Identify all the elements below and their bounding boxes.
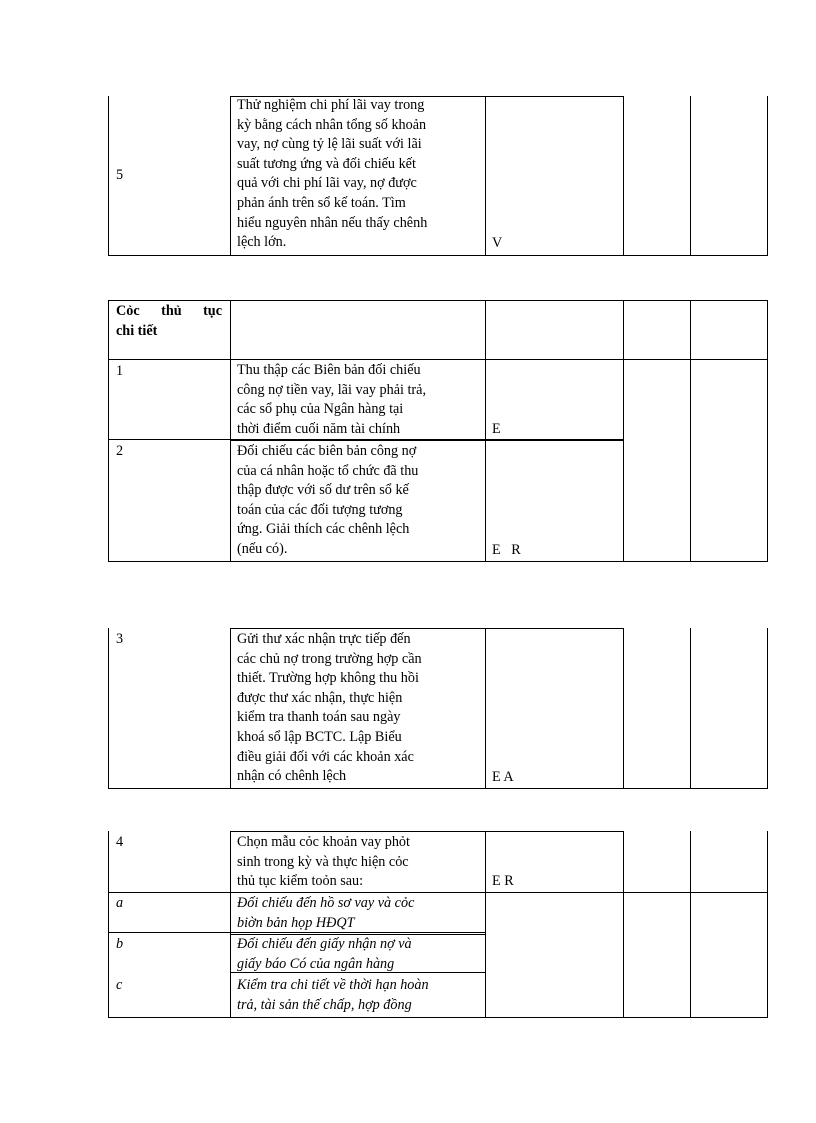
t2-hline-top xyxy=(108,300,768,301)
t4-hline-row4-bottom xyxy=(108,892,768,893)
t3-vline-c2 xyxy=(230,628,231,789)
text-line: chi tiết xyxy=(116,322,158,339)
text-line: hiểu nguyên nhân nếu thấy chênh xyxy=(237,214,428,231)
row3-assertion: E A xyxy=(492,769,514,785)
row2-assertion: E R xyxy=(492,542,521,558)
row4b-label: b xyxy=(116,936,124,952)
text-line: thiết. Trường hợp không thu hồi xyxy=(237,670,419,687)
text-line: Thu thập các Biên bản đối chiếu xyxy=(237,362,421,378)
row3-procedure xyxy=(237,630,478,787)
t3-vline-c5 xyxy=(690,628,691,789)
t2-vline-right xyxy=(767,300,768,562)
text-line: Kiểm tra chi tiết về thời hạn hoàn xyxy=(237,977,429,993)
text-line: kỳ bằng cách nhân tổng số khoản xyxy=(237,116,427,133)
row4b-procedure xyxy=(237,935,478,974)
text-line: Gửi thư xác nhận trực tiếp đến xyxy=(237,631,411,647)
section-header xyxy=(116,302,222,341)
text-line: nhận có chênh lệch xyxy=(237,768,347,785)
t1-vline-c2 xyxy=(230,96,231,256)
t2-vline-left xyxy=(108,300,109,562)
text-line: các sổ phụ của Ngân hàng tại xyxy=(237,401,404,418)
row1-procedure xyxy=(237,361,478,439)
t4-vline-c2 xyxy=(230,831,231,1018)
text-line: các chủ nợ trong trường hợp cần xyxy=(237,650,422,667)
t2-vline-c5 xyxy=(690,300,691,562)
text-line: (nếu có). xyxy=(237,540,288,557)
text-line: của cá nhân hoặc tổ chức đã thu xyxy=(237,462,419,479)
t4-vline-c4 xyxy=(623,831,624,1018)
text-line: Cỏc thủ tục xyxy=(116,303,222,319)
t1-vline-c4 xyxy=(623,96,624,256)
text-line: thời điểm cuối năm tài chính xyxy=(237,420,401,437)
t3-vline-c3 xyxy=(485,628,486,789)
text-line: công nợ tiền vay, lãi vay phải trả, xyxy=(237,381,426,398)
text-line: thập được với số dư trên sổ kế xyxy=(237,482,409,499)
text-line: vay, nợ cùng tỷ lệ lãi suất với lãi xyxy=(237,136,422,153)
text-line: được thư xác nhận, thực hiện xyxy=(237,689,403,706)
row1-number: 1 xyxy=(116,363,124,379)
row5-assertion: V xyxy=(492,235,503,251)
text-line: kiểm tra thanh toán sau ngày xyxy=(237,709,401,726)
row4-procedure xyxy=(237,833,478,892)
t2-vline-c2 xyxy=(230,300,231,562)
text-line: Đối chiếu đến giấy nhận nợ và xyxy=(237,936,412,952)
text-line: điều giải đối với các khoản xác xyxy=(237,748,414,765)
t2-hline-header-bottom xyxy=(108,359,768,360)
t4-vline-left xyxy=(108,831,109,1018)
row2-number: 2 xyxy=(116,443,124,459)
t2-hline-row1-bottom-b xyxy=(230,440,623,441)
text-line: quả với chi phí lãi vay, nợ được xyxy=(237,175,417,192)
t2-hline-bottom xyxy=(108,561,768,562)
row4c-procedure xyxy=(237,976,478,1015)
text-line: thủ tục kiểm toỏn sau: xyxy=(237,873,364,890)
t3-vline-right xyxy=(767,628,768,789)
text-line: Đối chiếu các biên bản công nợ xyxy=(237,443,417,459)
text-line: biờn bản họp HĐQT xyxy=(237,914,355,931)
t1-vline-left xyxy=(108,96,109,256)
text-line: suất tương ứng và đối chiếu kết xyxy=(237,155,416,172)
row2-procedure xyxy=(237,442,478,560)
t4-vline-right xyxy=(767,831,768,1018)
t4-hline-bottom xyxy=(108,1017,768,1018)
text-line: trả, tài sản thế chấp, hợp đồng xyxy=(237,996,412,1013)
text-line: khoá sổ lập BCTC. Lập Biểu xyxy=(237,728,402,745)
t4-vline-c5 xyxy=(690,831,691,1018)
row4-assertion: E R xyxy=(492,873,514,889)
t4-vline-c3 xyxy=(485,831,486,1018)
row3-number: 3 xyxy=(116,631,124,647)
text-line: ứng. Giải thích các chênh lệch xyxy=(237,521,410,538)
row4c-label: c xyxy=(116,977,123,993)
t1-vline-c5 xyxy=(690,96,691,256)
t1-vline-right xyxy=(767,96,768,256)
t3-vline-left xyxy=(108,628,109,789)
t2-vline-c3 xyxy=(485,300,486,562)
row4a-label: a xyxy=(116,895,124,911)
text-line: Đối chiếu đến hồ sơ vay và cỏc xyxy=(237,895,415,911)
row5-procedure xyxy=(237,96,478,253)
t4-hline-top xyxy=(230,831,624,832)
text-line: giấy báo Có của ngân hàng xyxy=(237,955,395,972)
text-line: Thử nghiệm chi phí lãi vay trong xyxy=(237,97,425,113)
text-line: phản ánh trên sổ kế toán. Tìm xyxy=(237,194,406,211)
t3-vline-c4 xyxy=(623,628,624,789)
t3-hline-top xyxy=(230,628,624,629)
row4a-procedure xyxy=(237,894,478,933)
t1-vline-c3 xyxy=(485,96,486,256)
text-line: lệch lớn. xyxy=(237,234,287,251)
t1-hline-bottom xyxy=(108,255,768,256)
row5-number: 5 xyxy=(116,167,124,183)
t2-vline-c4 xyxy=(623,300,624,562)
text-line: toán của các đối tượng tương xyxy=(237,501,403,518)
row1-assertion: E xyxy=(492,421,501,437)
t3-hline-bottom xyxy=(108,788,768,789)
text-line: Chọn mẫu cỏc khoản vay phỏt xyxy=(237,834,410,850)
row4-number: 4 xyxy=(116,834,124,850)
text-line: sinh trong kỳ và thực hiện cỏc xyxy=(237,853,409,870)
